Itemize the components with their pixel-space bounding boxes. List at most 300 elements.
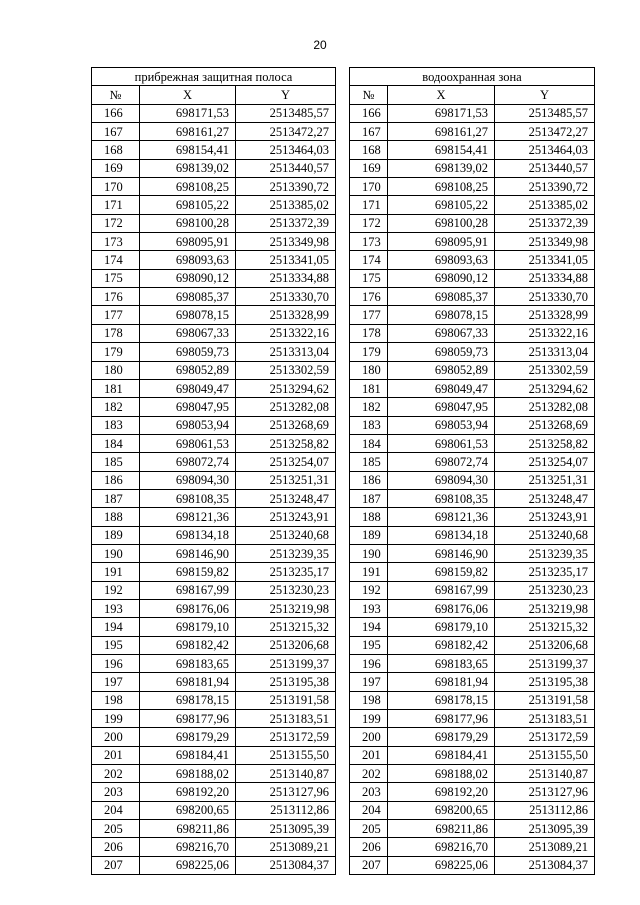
left-y-value: 2513254,07 xyxy=(236,453,336,471)
right-y-value: 2513095,39 xyxy=(495,820,595,838)
right-y-value: 2513440,57 xyxy=(495,159,595,177)
table-row xyxy=(92,673,595,691)
table-gap xyxy=(336,104,350,122)
table-gap xyxy=(336,123,350,141)
left-point-number: 185 xyxy=(92,453,140,471)
right-y-value: 2513127,96 xyxy=(495,783,595,801)
right-x-value: 698108,25 xyxy=(388,178,495,196)
table-gap xyxy=(336,856,350,874)
left-point-number: 179 xyxy=(92,343,140,361)
section-header-row xyxy=(92,68,595,86)
left-y-value: 2513235,17 xyxy=(236,563,336,581)
right-x-value: 698171,53 xyxy=(388,104,495,122)
right-x-value: 698090,12 xyxy=(388,269,495,287)
right-y-value: 2513206,68 xyxy=(495,636,595,654)
left-y-value: 2513372,39 xyxy=(236,214,336,232)
right-y-value: 2513322,16 xyxy=(495,324,595,342)
left-y-value: 2513341,05 xyxy=(236,251,336,269)
table-gap xyxy=(336,801,350,819)
left-point-number: 204 xyxy=(92,801,140,819)
table-row xyxy=(92,233,595,251)
right-point-number: 184 xyxy=(350,434,388,452)
table-row xyxy=(92,141,595,159)
right-point-number: 172 xyxy=(350,214,388,232)
right-x-value: 698085,37 xyxy=(388,288,495,306)
right-y-value: 2513268,69 xyxy=(495,416,595,434)
table-row xyxy=(92,123,595,141)
table-gap xyxy=(336,434,350,452)
left-x-value: 698154,41 xyxy=(140,141,236,159)
table-gap xyxy=(336,581,350,599)
right-point-number: 166 xyxy=(350,104,388,122)
left-x-value: 698078,15 xyxy=(140,306,236,324)
left-point-number: 168 xyxy=(92,141,140,159)
right-point-number: 195 xyxy=(350,636,388,654)
table-gap xyxy=(336,343,350,361)
left-point-number: 182 xyxy=(92,398,140,416)
right-point-number: 193 xyxy=(350,599,388,617)
right-y-value: 2513240,68 xyxy=(495,526,595,544)
right-point-number: 194 xyxy=(350,618,388,636)
left-point-number: 175 xyxy=(92,269,140,287)
table-row xyxy=(92,471,595,489)
table-row xyxy=(92,196,595,214)
left-x-value: 698059,73 xyxy=(140,343,236,361)
table-gap xyxy=(336,508,350,526)
right-y-value: 2513485,57 xyxy=(495,104,595,122)
right-y-value: 2513112,86 xyxy=(495,801,595,819)
right-y-value: 2513390,72 xyxy=(495,178,595,196)
table-gap xyxy=(336,746,350,764)
left-x-value: 698108,35 xyxy=(140,489,236,507)
left-point-number: 190 xyxy=(92,544,140,562)
left-y-value: 2513183,51 xyxy=(236,710,336,728)
right-y-value: 2513140,87 xyxy=(495,765,595,783)
left-y-value: 2513191,58 xyxy=(236,691,336,709)
left-x-value: 698094,30 xyxy=(140,471,236,489)
table-row xyxy=(92,856,595,874)
right-point-number: 201 xyxy=(350,746,388,764)
right-point-number: 169 xyxy=(350,159,388,177)
right-y-value: 2513254,07 xyxy=(495,453,595,471)
table-gap xyxy=(336,544,350,562)
left-y-value: 2513313,04 xyxy=(236,343,336,361)
right-y-value: 2513334,88 xyxy=(495,269,595,287)
table-gap xyxy=(336,673,350,691)
table-gap xyxy=(336,765,350,783)
left-y-value: 2513112,86 xyxy=(236,801,336,819)
left-y-value: 2513349,98 xyxy=(236,233,336,251)
right-x-value: 698053,94 xyxy=(388,416,495,434)
right-point-number: 203 xyxy=(350,783,388,801)
left-y-value: 2513172,59 xyxy=(236,728,336,746)
right-point-number: 174 xyxy=(350,251,388,269)
right-y-value: 2513191,58 xyxy=(495,691,595,709)
left-point-number: 205 xyxy=(92,820,140,838)
right-point-number: 173 xyxy=(350,233,388,251)
left-y-value: 2513251,31 xyxy=(236,471,336,489)
table-row xyxy=(92,489,595,507)
left-point-number: 199 xyxy=(92,710,140,728)
right-point-number: 177 xyxy=(350,306,388,324)
right-x-value: 698105,22 xyxy=(388,196,495,214)
right-y-value: 2513219,98 xyxy=(495,599,595,617)
right-point-number: 186 xyxy=(350,471,388,489)
table-gap xyxy=(336,379,350,397)
left-point-number: 196 xyxy=(92,655,140,673)
table-gap xyxy=(336,636,350,654)
right-y-value: 2513199,37 xyxy=(495,655,595,673)
left-y-value: 2513084,37 xyxy=(236,856,336,874)
right-x-value: 698167,99 xyxy=(388,581,495,599)
left-x-value: 698192,20 xyxy=(140,783,236,801)
table-row xyxy=(92,434,595,452)
right-y-value: 2513239,35 xyxy=(495,544,595,562)
table-gap xyxy=(336,489,350,507)
left-section-title: прибрежная защитная полоса xyxy=(92,68,336,86)
right-point-number: 197 xyxy=(350,673,388,691)
right-y-value: 2513195,38 xyxy=(495,673,595,691)
left-point-number: 188 xyxy=(92,508,140,526)
right-y-value: 2513243,91 xyxy=(495,508,595,526)
right-y-value: 2513341,05 xyxy=(495,251,595,269)
right-x-value: 698059,73 xyxy=(388,343,495,361)
right-y-value: 2513328,99 xyxy=(495,306,595,324)
table-row xyxy=(92,398,595,416)
left-point-number: 195 xyxy=(92,636,140,654)
right-point-number: 204 xyxy=(350,801,388,819)
left-x-value: 698047,95 xyxy=(140,398,236,416)
table-row xyxy=(92,563,595,581)
left-y-value: 2513089,21 xyxy=(236,838,336,856)
left-x-value: 698139,02 xyxy=(140,159,236,177)
table-gap xyxy=(336,306,350,324)
right-x-value: 698200,65 xyxy=(388,801,495,819)
left-x-value: 698108,25 xyxy=(140,178,236,196)
left-y-value: 2513206,68 xyxy=(236,636,336,654)
left-y-value: 2513195,38 xyxy=(236,673,336,691)
right-y-value: 2513302,59 xyxy=(495,361,595,379)
left-y-value: 2513282,08 xyxy=(236,398,336,416)
left-x-value: 698179,10 xyxy=(140,618,236,636)
coordinates-table xyxy=(91,67,595,875)
table-row xyxy=(92,526,595,544)
right-x-value: 698121,36 xyxy=(388,508,495,526)
table-row xyxy=(92,801,595,819)
table-gap xyxy=(336,269,350,287)
left-x-value: 698146,90 xyxy=(140,544,236,562)
right-point-number: 168 xyxy=(350,141,388,159)
left-point-number: 176 xyxy=(92,288,140,306)
left-x-value: 698216,70 xyxy=(140,838,236,856)
right-y-value: 2513294,62 xyxy=(495,379,595,397)
table-row xyxy=(92,691,595,709)
table-row xyxy=(92,343,595,361)
right-x-value: 698100,28 xyxy=(388,214,495,232)
right-y-value: 2513282,08 xyxy=(495,398,595,416)
left-point-number: 191 xyxy=(92,563,140,581)
table-gap xyxy=(336,820,350,838)
right-x-value: 698078,15 xyxy=(388,306,495,324)
left-point-number: 189 xyxy=(92,526,140,544)
right-point-number: 170 xyxy=(350,178,388,196)
right-y-value: 2513215,32 xyxy=(495,618,595,636)
left-x-value: 698052,89 xyxy=(140,361,236,379)
page-number: 20 xyxy=(313,38,327,52)
left-x-value: 698184,41 xyxy=(140,746,236,764)
table-row xyxy=(92,618,595,636)
right-y-value: 2513084,37 xyxy=(495,856,595,874)
left-point-number: 194 xyxy=(92,618,140,636)
table-gap xyxy=(336,691,350,709)
right-x-value: 698108,35 xyxy=(388,489,495,507)
left-x-header: X xyxy=(140,86,236,104)
table-gap xyxy=(336,526,350,544)
right-point-number: 175 xyxy=(350,269,388,287)
right-y-value: 2513258,82 xyxy=(495,434,595,452)
right-y-value: 2513172,59 xyxy=(495,728,595,746)
left-x-value: 698121,36 xyxy=(140,508,236,526)
left-point-number: 170 xyxy=(92,178,140,196)
table-row xyxy=(92,269,595,287)
table-row xyxy=(92,104,595,122)
right-point-number: 182 xyxy=(350,398,388,416)
table-row xyxy=(92,746,595,764)
right-x-value: 698061,53 xyxy=(388,434,495,452)
right-x-value: 698093,63 xyxy=(388,251,495,269)
left-x-value: 698179,29 xyxy=(140,728,236,746)
right-x-value: 698181,94 xyxy=(388,673,495,691)
right-x-value: 698047,95 xyxy=(388,398,495,416)
left-y-value: 2513485,57 xyxy=(236,104,336,122)
left-x-value: 698211,86 xyxy=(140,820,236,838)
left-y-value: 2513385,02 xyxy=(236,196,336,214)
table-row xyxy=(92,178,595,196)
left-point-number: 166 xyxy=(92,104,140,122)
table-row xyxy=(92,599,595,617)
table-gap xyxy=(336,68,350,86)
right-point-number: 192 xyxy=(350,581,388,599)
left-y-value: 2513464,03 xyxy=(236,141,336,159)
right-point-number: 202 xyxy=(350,765,388,783)
left-point-number: 174 xyxy=(92,251,140,269)
left-y-value: 2513268,69 xyxy=(236,416,336,434)
left-y-value: 2513294,62 xyxy=(236,379,336,397)
right-x-value: 698183,65 xyxy=(388,655,495,673)
right-x-value: 698188,02 xyxy=(388,765,495,783)
left-x-value: 698093,63 xyxy=(140,251,236,269)
right-y-value: 2513349,98 xyxy=(495,233,595,251)
right-x-value: 698177,96 xyxy=(388,710,495,728)
left-x-value: 698105,22 xyxy=(140,196,236,214)
left-y-value: 2513127,96 xyxy=(236,783,336,801)
table-gap xyxy=(336,710,350,728)
left-point-number: 167 xyxy=(92,123,140,141)
left-point-number: 171 xyxy=(92,196,140,214)
left-point-number: 193 xyxy=(92,599,140,617)
left-point-number: 180 xyxy=(92,361,140,379)
right-x-value: 698178,15 xyxy=(388,691,495,709)
table-row xyxy=(92,820,595,838)
table-gap xyxy=(336,196,350,214)
left-x-value: 698049,47 xyxy=(140,379,236,397)
right-point-number: 191 xyxy=(350,563,388,581)
table-row xyxy=(92,655,595,673)
left-y-header: Y xyxy=(236,86,336,104)
right-point-number: 207 xyxy=(350,856,388,874)
right-point-number: 171 xyxy=(350,196,388,214)
table-gap xyxy=(336,599,350,617)
left-point-number: 206 xyxy=(92,838,140,856)
table-row xyxy=(92,765,595,783)
left-point-number: 169 xyxy=(92,159,140,177)
left-point-number: 201 xyxy=(92,746,140,764)
left-point-number: 192 xyxy=(92,581,140,599)
left-point-number: 181 xyxy=(92,379,140,397)
table-gap xyxy=(336,453,350,471)
right-point-number: 181 xyxy=(350,379,388,397)
right-y-value: 2513464,03 xyxy=(495,141,595,159)
left-y-value: 2513390,72 xyxy=(236,178,336,196)
right-x-value: 698225,06 xyxy=(388,856,495,874)
left-y-value: 2513140,87 xyxy=(236,765,336,783)
right-x-value: 698072,74 xyxy=(388,453,495,471)
left-x-value: 698100,28 xyxy=(140,214,236,232)
table-gap xyxy=(336,141,350,159)
right-x-value: 698179,29 xyxy=(388,728,495,746)
left-point-number: 207 xyxy=(92,856,140,874)
right-y-value: 2513251,31 xyxy=(495,471,595,489)
right-x-value: 698154,41 xyxy=(388,141,495,159)
left-y-value: 2513334,88 xyxy=(236,269,336,287)
left-x-value: 698177,96 xyxy=(140,710,236,728)
right-x-value: 698139,02 xyxy=(388,159,495,177)
right-point-number: 179 xyxy=(350,343,388,361)
left-point-number: 178 xyxy=(92,324,140,342)
table-row xyxy=(92,636,595,654)
right-point-number: 178 xyxy=(350,324,388,342)
table-gap xyxy=(336,838,350,856)
left-x-value: 698159,82 xyxy=(140,563,236,581)
right-y-value: 2513248,47 xyxy=(495,489,595,507)
left-x-value: 698176,06 xyxy=(140,599,236,617)
left-y-value: 2513155,50 xyxy=(236,746,336,764)
left-point-number: 197 xyxy=(92,673,140,691)
right-x-value: 698095,91 xyxy=(388,233,495,251)
left-point-number: 186 xyxy=(92,471,140,489)
left-x-value: 698188,02 xyxy=(140,765,236,783)
right-y-value: 2513089,21 xyxy=(495,838,595,856)
right-y-value: 2513230,23 xyxy=(495,581,595,599)
table-gap xyxy=(336,288,350,306)
left-x-value: 698225,06 xyxy=(140,856,236,874)
left-y-value: 2513248,47 xyxy=(236,489,336,507)
left-point-number: 202 xyxy=(92,765,140,783)
left-point-number: 183 xyxy=(92,416,140,434)
table-gap xyxy=(336,86,350,104)
right-point-number: 180 xyxy=(350,361,388,379)
left-point-number: 187 xyxy=(92,489,140,507)
table-row xyxy=(92,453,595,471)
table-gap xyxy=(336,618,350,636)
table-row xyxy=(92,288,595,306)
left-x-value: 698178,15 xyxy=(140,691,236,709)
left-y-value: 2513243,91 xyxy=(236,508,336,526)
table-gap xyxy=(336,159,350,177)
left-y-value: 2513239,35 xyxy=(236,544,336,562)
table-row xyxy=(92,306,595,324)
right-x-value: 698049,47 xyxy=(388,379,495,397)
right-y-value: 2513330,70 xyxy=(495,288,595,306)
table-row xyxy=(92,581,595,599)
right-x-value: 698192,20 xyxy=(388,783,495,801)
right-x-header: X xyxy=(388,86,495,104)
left-y-value: 2513240,68 xyxy=(236,526,336,544)
right-y-value: 2513155,50 xyxy=(495,746,595,764)
table-gap xyxy=(336,214,350,232)
right-section-title: водоохранная зона xyxy=(350,68,595,86)
left-x-value: 698183,65 xyxy=(140,655,236,673)
right-point-number: 205 xyxy=(350,820,388,838)
left-y-value: 2513215,32 xyxy=(236,618,336,636)
right-y-value: 2513472,27 xyxy=(495,123,595,141)
right-point-number: 199 xyxy=(350,710,388,728)
left-number-header: № xyxy=(92,86,140,104)
left-x-value: 698167,99 xyxy=(140,581,236,599)
left-y-value: 2513322,16 xyxy=(236,324,336,342)
left-y-value: 2513440,57 xyxy=(236,159,336,177)
table-row xyxy=(92,159,595,177)
left-x-value: 698090,12 xyxy=(140,269,236,287)
right-point-number: 206 xyxy=(350,838,388,856)
left-y-value: 2513230,23 xyxy=(236,581,336,599)
left-x-value: 698067,33 xyxy=(140,324,236,342)
table-row xyxy=(92,728,595,746)
table-gap xyxy=(336,398,350,416)
right-x-value: 698052,89 xyxy=(388,361,495,379)
left-x-value: 698072,74 xyxy=(140,453,236,471)
right-x-value: 698182,42 xyxy=(388,636,495,654)
right-x-value: 698216,70 xyxy=(388,838,495,856)
right-x-value: 698176,06 xyxy=(388,599,495,617)
table-gap xyxy=(336,178,350,196)
right-point-number: 187 xyxy=(350,489,388,507)
right-point-number: 200 xyxy=(350,728,388,746)
table-row xyxy=(92,508,595,526)
right-y-value: 2513183,51 xyxy=(495,710,595,728)
table-row xyxy=(92,379,595,397)
table-gap xyxy=(336,471,350,489)
right-x-value: 698146,90 xyxy=(388,544,495,562)
left-x-value: 698061,53 xyxy=(140,434,236,452)
table-gap xyxy=(336,251,350,269)
left-y-value: 2513330,70 xyxy=(236,288,336,306)
right-x-value: 698134,18 xyxy=(388,526,495,544)
table-row xyxy=(92,416,595,434)
table-gap xyxy=(336,361,350,379)
right-point-number: 189 xyxy=(350,526,388,544)
table-row xyxy=(92,544,595,562)
table-gap xyxy=(336,416,350,434)
left-point-number: 177 xyxy=(92,306,140,324)
right-x-value: 698161,27 xyxy=(388,123,495,141)
table-gap xyxy=(336,783,350,801)
right-point-number: 167 xyxy=(350,123,388,141)
left-point-number: 184 xyxy=(92,434,140,452)
table-row xyxy=(92,324,595,342)
right-point-number: 176 xyxy=(350,288,388,306)
table-gap xyxy=(336,233,350,251)
